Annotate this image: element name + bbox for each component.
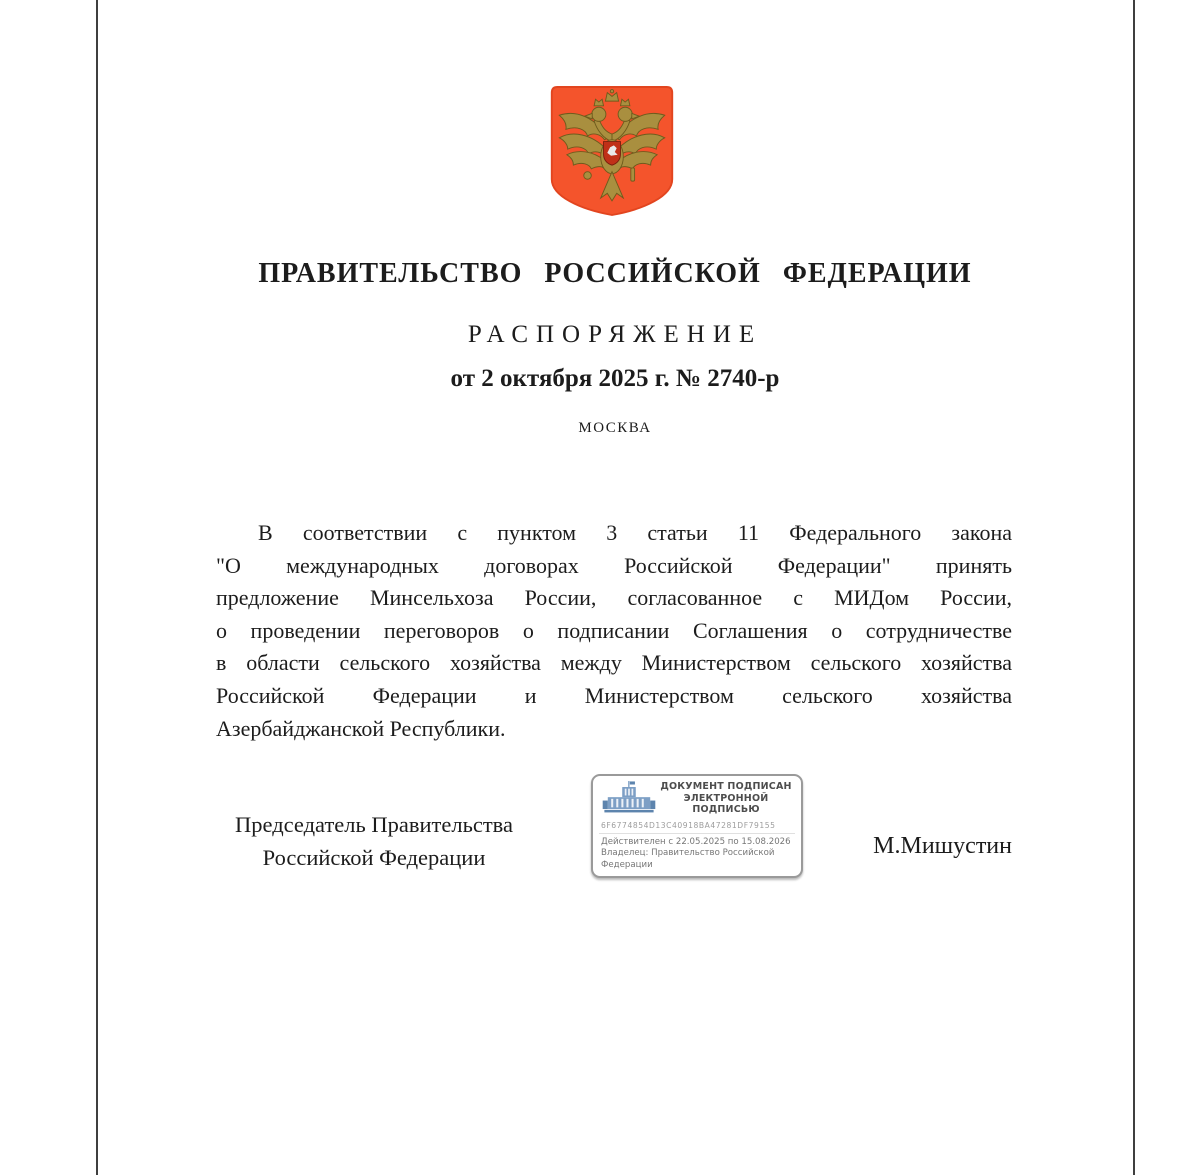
stamp-header-line1: ДОКУМЕНТ ПОДПИСАН (660, 781, 792, 792)
government-house-icon (601, 781, 657, 815)
stamp-validity: Действителен с 22.05.2025 по 15.08.2026 (601, 836, 791, 847)
document-date-number: от 2 октября 2025 г. № 2740-р (450, 365, 780, 392)
signer-title (218, 808, 530, 874)
page-border-left (96, 0, 98, 1175)
body-line: в области сельского хозяйства между Министерством сельского хозяйства (216, 650, 1012, 676)
body-line: о проведении переговоров о подписании Соглашения о сотрудничестве (216, 617, 1012, 643)
page-border-right (1133, 0, 1135, 1175)
stamp-owner-line2: Федерации (601, 859, 653, 870)
body-line: Российской Федерации и Министерством сельского хозяйства (216, 682, 1012, 708)
stamp-owner-line1: Владелец: Правительство Российской (601, 848, 775, 858)
stamp-header-row (593, 776, 801, 819)
russian-coat-of-arms-icon (548, 84, 676, 218)
stamp-certificate-number: 6F6774854D13C40918BA47281DF79155 (601, 820, 776, 830)
electronic-signature-stamp (591, 774, 803, 878)
document-type: РАСПОРЯЖЕНИЕ (467, 321, 763, 348)
body-line: Азербайджанской Республики. (216, 715, 506, 741)
signer-name: М.Мишустин (873, 833, 1012, 859)
stamp-header-line2: ЭЛЕКТРОННОЙ ПОДПИСЬЮ (683, 792, 769, 815)
signer-title-line2: Российской Федерации (262, 845, 486, 870)
document-body (216, 517, 1012, 745)
stamp-header (657, 781, 795, 816)
body-line: предложение Минсельхоза России, согласованное с МИДом России, (216, 585, 1012, 611)
document-city: МОСКВА (578, 420, 652, 436)
body-line: В соответствии с пунктом 3 статьи 11 Федерального закона (258, 520, 1012, 545)
signer-title-line1: Председатель Правительства (235, 812, 513, 837)
body-line: "О международных договорах Российской Федерации" принять (216, 552, 1012, 578)
document-issuer: ПРАВИТЕЛЬСТВО РОССИЙСКОЙ ФЕДЕРАЦИИ (258, 258, 972, 289)
